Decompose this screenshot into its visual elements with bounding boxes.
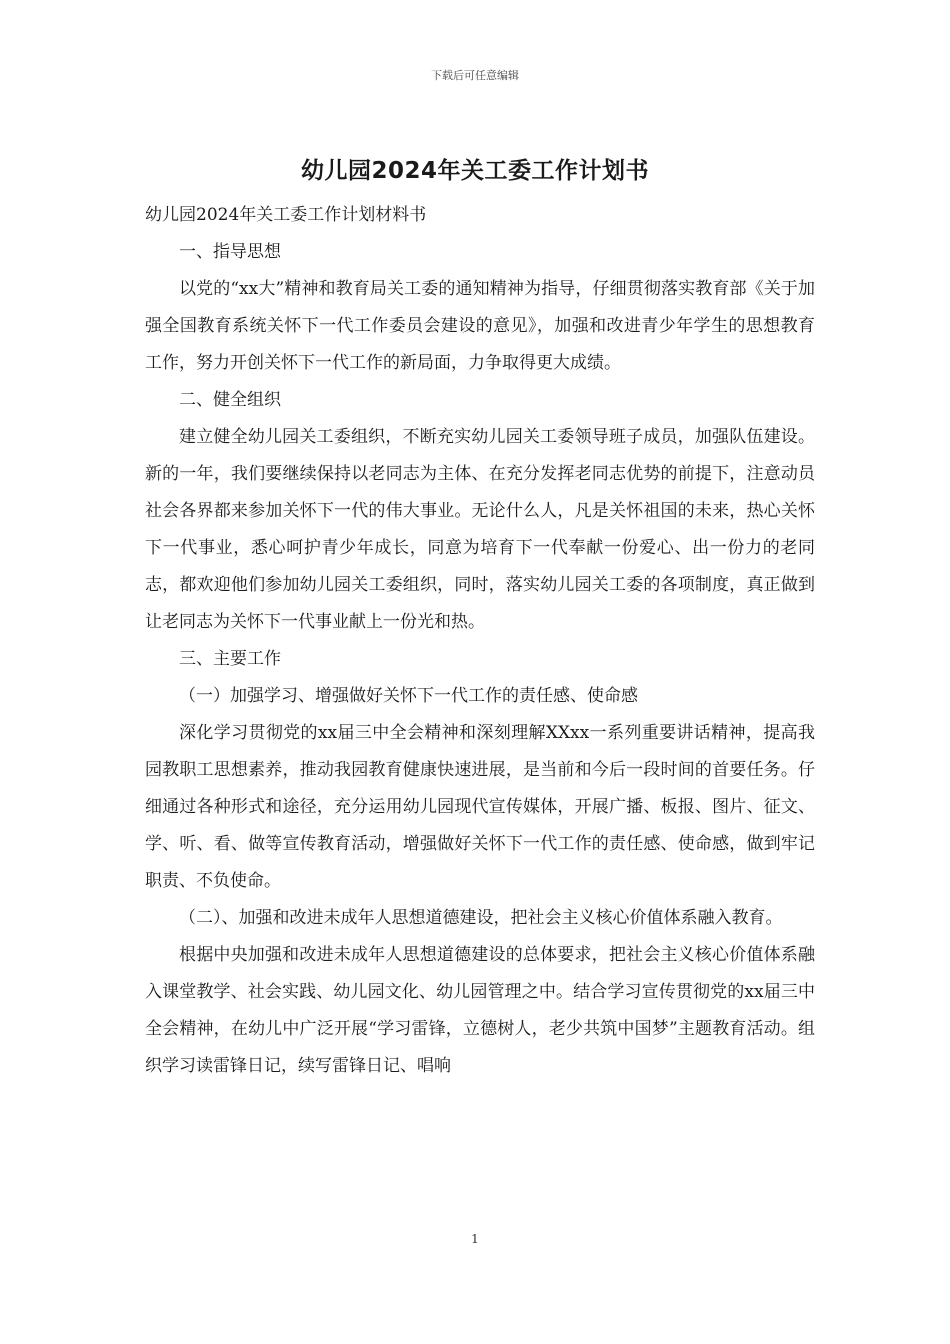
section-heading-guiding-thought: 一、指导思想 xyxy=(179,242,281,262)
body-paragraph: 建立健全幼儿园关工委组织，不断充实幼儿园关工委领导班子成员，加强队伍建设。新的一年，我们要继续保持以老同志为主体、在充分发挥老同志优势的前提下，注意动员社会各界都来参加关怀下一代的伟大事业。无论什么人，凡是关怀祖国的未来，热心关怀下一代事业，悉心呵护青少年成长，同意为培育下一代奉献一份爱心、出一份力的老同志，都欢迎他们参加幼儿园关工委组织，同时，落实幼儿园关工委的各项制度，真正做到让老同志为关怀下一代事业献上一份光和热。 xyxy=(145,427,815,632)
document-body xyxy=(145,197,815,1085)
section-heading-main-work: 三、主要工作 xyxy=(179,649,281,669)
document-title: 幼儿园2024年关工委工作计划书 xyxy=(300,158,649,184)
page-number: 1 xyxy=(471,1232,479,1246)
body-paragraph: 以党的“xx大”精神和教育局关工委的通知精神为指导，仔细贯彻落实教育部《关于加强全国教育系统关怀下一代工作委员会建设的意见》，加强和改进青少年学生的思想教育工作，努力开创关怀下一代工作的新局面，力争取得更大成绩。 xyxy=(145,279,815,373)
subtitle-paragraph: 幼儿园2024年关工委工作计划材料书 xyxy=(145,205,427,225)
section-heading-organization: 二、健全组织 xyxy=(179,390,281,410)
subsection-heading-1: （一）加强学习、增强做好关怀下一代工作的责任感、使命感 xyxy=(179,686,638,706)
subsection-heading-2: （二）、加强和改进未成年人思想道德建设，把社会主义核心价值体系融入教育。 xyxy=(179,908,783,928)
body-paragraph: 根据中央加强和改进未成年人思想道德建设的总体要求，把社会主义核心价值体系融入课堂教学、社会实践、幼儿园文化、幼儿园管理之中。结合学习宣传贯彻党的xx届三中全会精神，在幼儿中广泛开展“学习雷锋，立德树人，老少共筑中国梦”主题教育活动。组织学习读雷锋日记，续写雷锋日记、唱响 xyxy=(145,945,815,1076)
body-paragraph: 深化学习贯彻党的xx届三中全会精神和深刻理解XXxx一系列重要讲话精神，提高我园教职工思想素养，推动我园教育健康快速进展，是当前和今后一段时间的首要任务。仔细通过各种形式和途径，充分运用幼儿园现代宣传媒体，开展广播、板报、图片、征文、学、听、看、做等宣传教育活动，增强做好关怀下一代工作的责任感、使命感，做到牢记职责、不负使命。 xyxy=(145,723,815,891)
header-note: 下载后可任意编辑 xyxy=(431,69,519,82)
